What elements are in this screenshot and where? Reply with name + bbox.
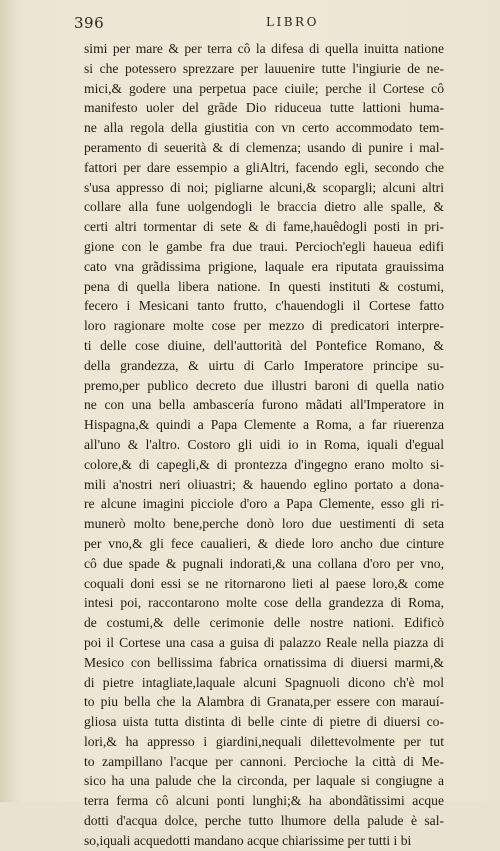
text-line: si che potessero sprezzare per lauuenire tutte l'ingiurie de ne- xyxy=(84,60,444,76)
text-line: terra ferma cô alcuni ponti lunghi;& ha abondãtissimi acque xyxy=(84,793,444,809)
text-line: peramento di seuerità & di clemenza; usando di punire i mal- xyxy=(84,139,444,155)
body-text xyxy=(84,39,444,851)
page-number: 396 xyxy=(74,14,105,32)
text-line: della grandezza, & uirtu di Carlo Imperatore principe su- xyxy=(84,357,444,373)
text-line: re alcune imagini picciole d'oro a Papa Clemente, esso gli ri- xyxy=(84,496,444,512)
text-line: loro ragionare molte cose per mezzo di predicatori interpre- xyxy=(84,318,444,334)
text-line: ne con una bella ambascería furono mãdati all'Imperatore in xyxy=(84,397,444,413)
text-line: de costumi,& delle cerimonie delle nostre nationi. Edificò xyxy=(84,615,444,631)
text-line: pena di quella libera natione. In questi instituti & costumi, xyxy=(84,278,444,294)
running-head: LIBRO xyxy=(266,15,319,29)
text-line: sico ha una palude che la circonda, per laquale si congiugne a xyxy=(84,773,444,789)
text-line: collare alla fune uolgendogli le braccia dietro alle spalle, & xyxy=(84,199,444,215)
text-line: s'usa appresso di noi; pigliarne alcuni,& scopargli; alcuni altri xyxy=(84,179,444,195)
text-line: to zampillano l'acque per cannoni. Percioche la città di Me- xyxy=(84,753,444,769)
text-line: poi il Cortese una casa a guisa di palazzo Reale nella piazza di xyxy=(84,634,444,650)
text-line: so,iquali acquedotti mandano acque chiarissime per tutti i bi xyxy=(84,832,412,848)
text-line: manifesto uoler del grãde Dio riduceua tutte lattioni huma- xyxy=(84,100,444,116)
text-line: coquali doni essi se ne ritornarono lieti al paese loro,& come xyxy=(84,575,444,591)
text-line: intesi poi, raccontarono molte cose della grandezza di Roma, xyxy=(84,595,444,611)
text-line: gione con le gambe fra due traui. Percioch'egli haueua edifi xyxy=(84,238,444,254)
text-line: simi per mare & per terra cô la difesa di quella inuitta natione xyxy=(84,41,444,56)
text-line: lori,& ha appresso i giardini,nequali dilettevolmente per tut xyxy=(84,733,444,749)
text-line: cato vna grãdissima prigione, laquale era riputata grauissima xyxy=(84,258,444,274)
text-line: Hispagna,& quindi a Papa Clemente a Roma, a far riuerenza xyxy=(84,417,444,433)
text-line: fecero i Mesicani tanto frutto, c'hauendogli il Cortese fatto xyxy=(84,298,444,314)
text-line: fattori per dare essempio a gliAltri, facendo egli, secondo che xyxy=(84,159,444,175)
text-line: cô due spade & pugnali indorati,& una collana d'oro per vno, xyxy=(84,555,444,571)
text-line: mici,& godere una perpetua pace ciuile; perche il Cortese cô xyxy=(84,80,444,96)
text-line: premo,per publico decreto due illustri baroni di quella natio xyxy=(84,377,444,393)
text-line: to piu bella che la Alambra di Granata,per essere con marauí- xyxy=(84,694,444,710)
text-line: all'uno & l'altro. Costoro gli uidi io in Roma, iquali d'egual xyxy=(84,436,444,452)
text-line: certi altri tormentar di sete & di fame,hauêdogli posti in pri- xyxy=(84,219,444,235)
text-line: gliosa uista tutta distinta di belle cinte di pietre di diuersi co- xyxy=(84,714,444,730)
text-line: dotti d'acqua dolce, perche tutto lhumore della palude è sal- xyxy=(84,813,444,829)
text-line: ne alla regola della giustitia con vn certo accommodato tem- xyxy=(84,120,444,136)
text-line: di pietre intagliate,laquale alcuni Spagnuoli dicono ch'è mol xyxy=(84,674,444,690)
text-line: Mesico con bellissima fabrica ornatissima di diuersi marmi,& xyxy=(84,654,444,670)
page-header xyxy=(74,14,454,38)
text-line: munerò molto bene,perche donò loro due uestimenti di seta xyxy=(84,516,444,532)
text-line: mili a'nostri neri oliuastri; & hauendo eglino portato a dona- xyxy=(84,476,444,492)
text-line: ti delle cose diuine, dell'auttorità del Pontefice Romano, & xyxy=(84,337,444,353)
text-line: per vno,& gli fece caualieri, & diede loro ancho due cinture xyxy=(84,535,444,551)
text-line: colore,& di capegli,& di prontezza d'ingegno erano molto si- xyxy=(84,456,444,472)
